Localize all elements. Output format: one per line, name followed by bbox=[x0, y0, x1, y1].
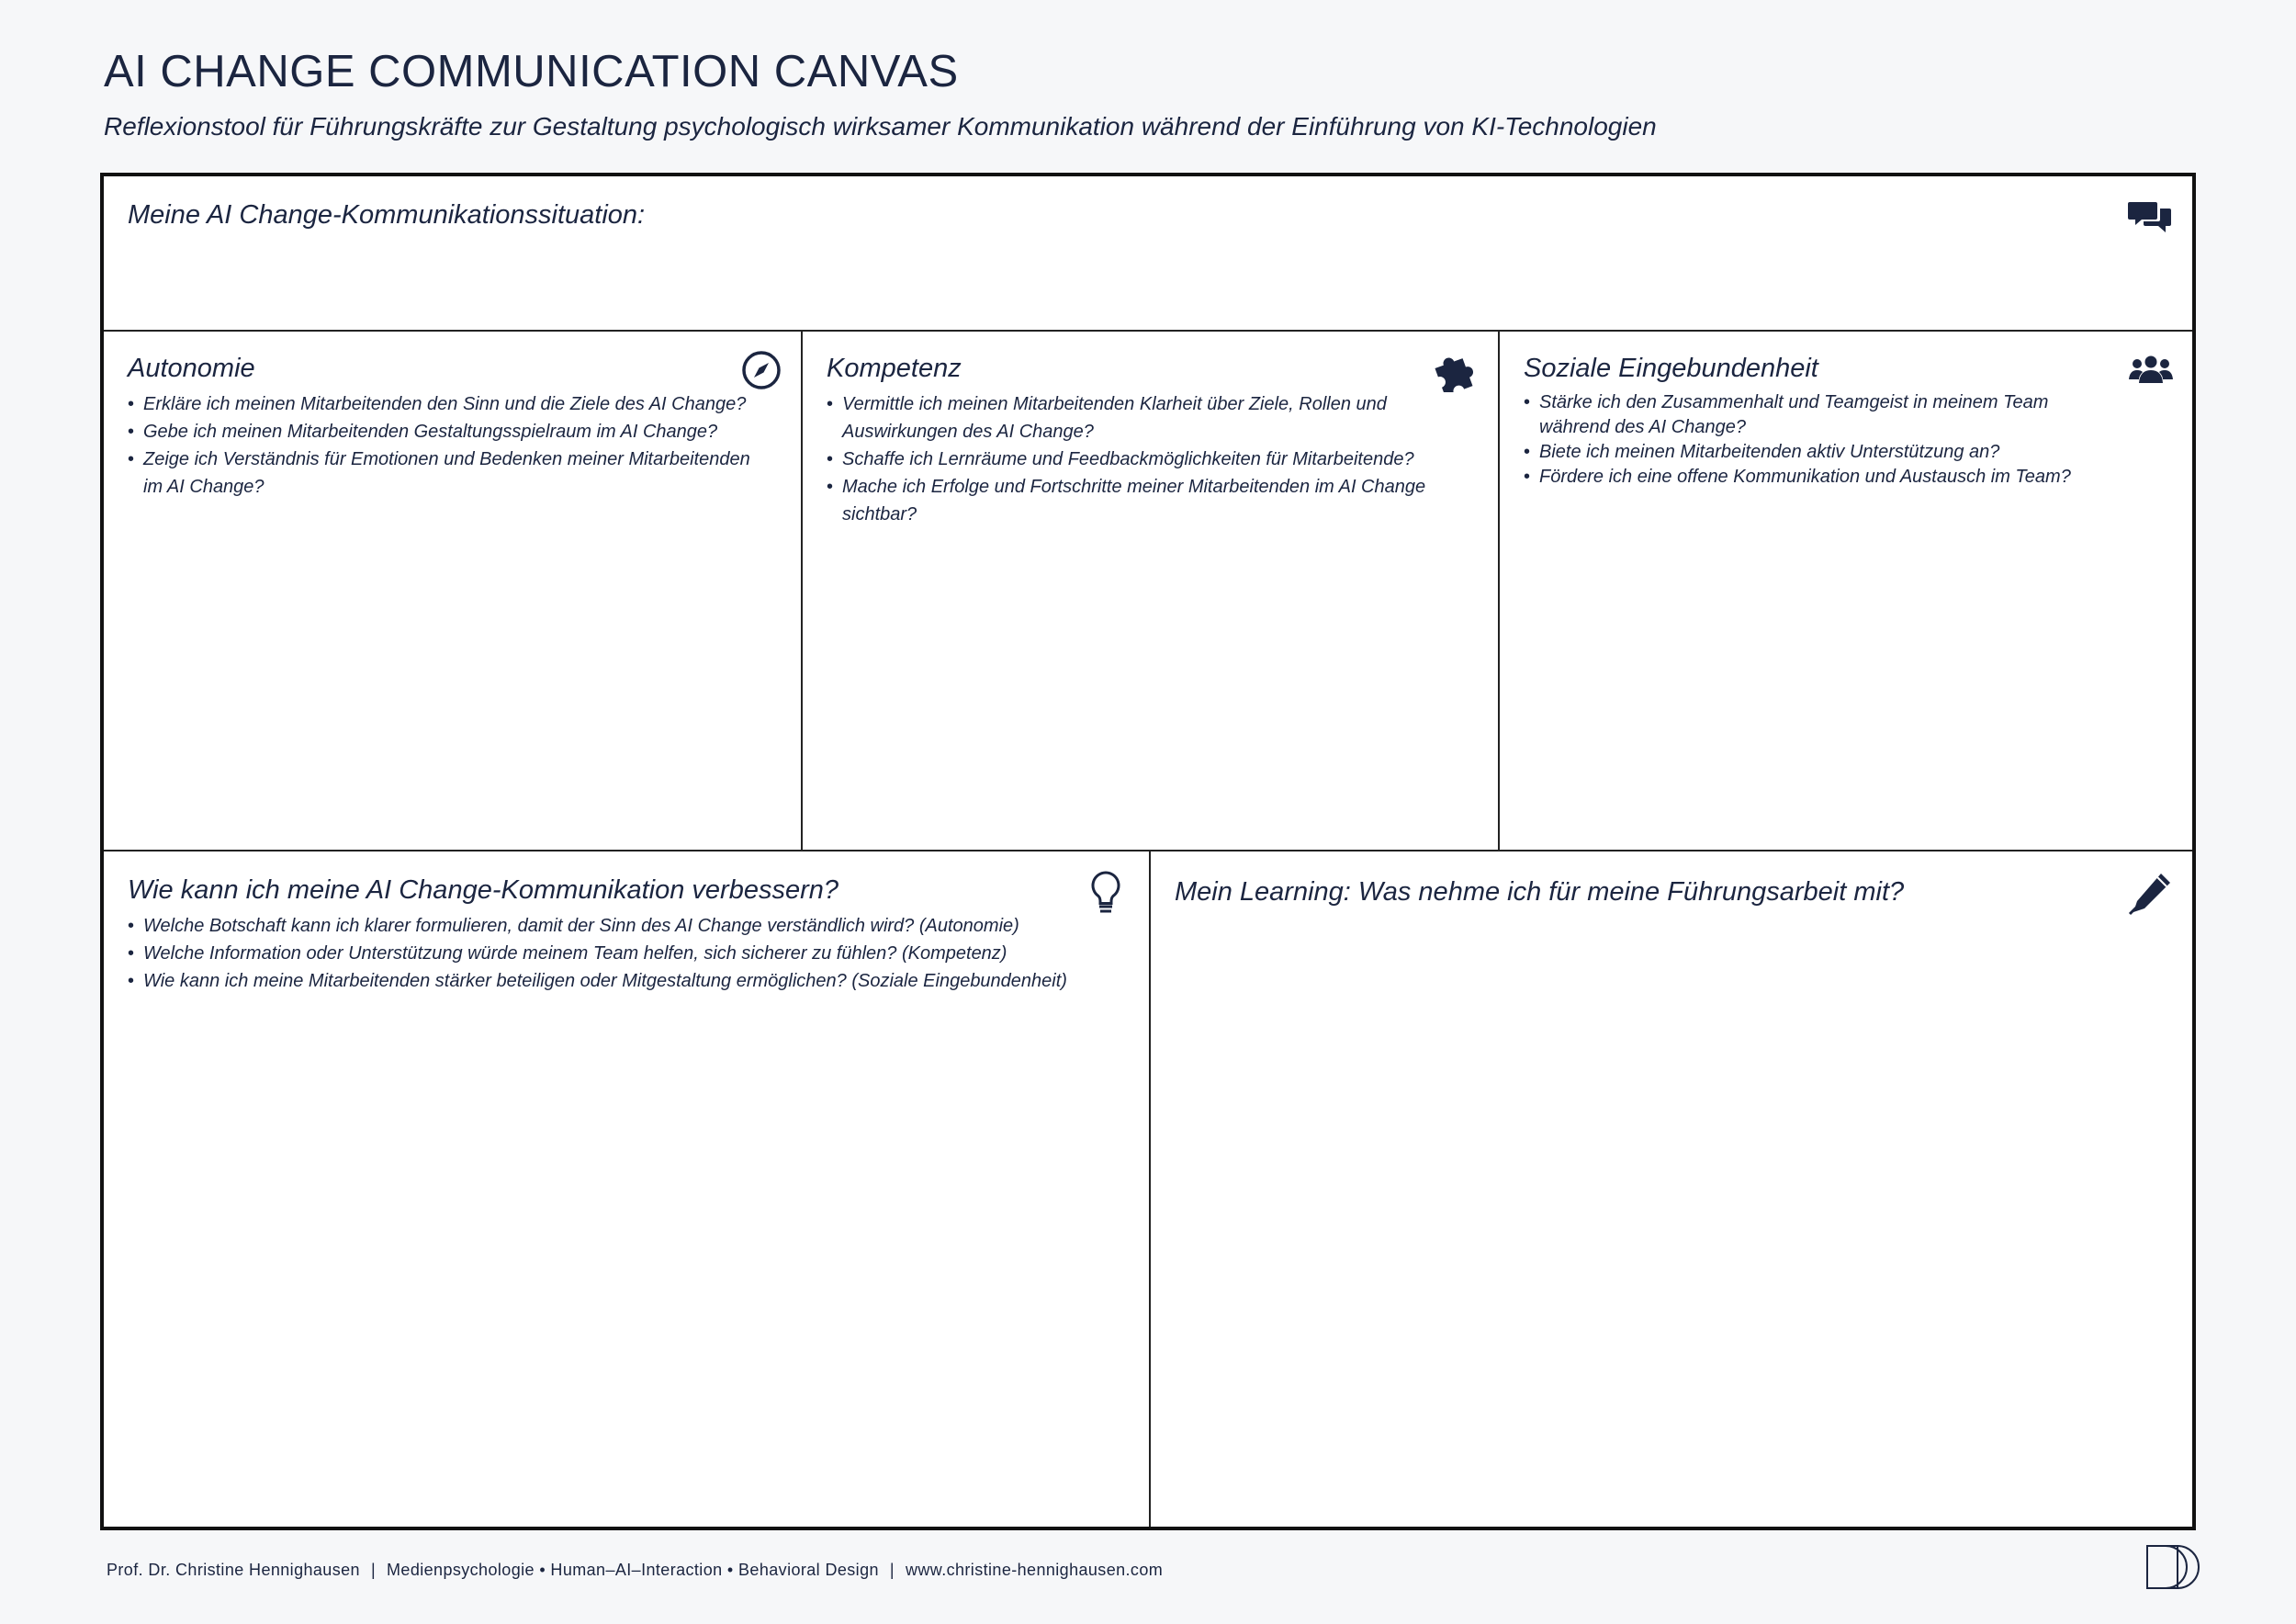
logo-icon bbox=[2145, 1543, 2200, 1591]
situation-section[interactable] bbox=[104, 176, 2192, 330]
footer-fields: Medienpsychologie • Human–AI–Interaction • Behavioral Design bbox=[387, 1561, 879, 1579]
list-item: • Mache ich Erfolge und Fortschritte meiner Mitarbeitenden im AI Change sichtbar? bbox=[827, 473, 1451, 528]
footer-website-link[interactable]: www.christine-hennighausen.com bbox=[906, 1561, 1164, 1579]
list-item: • Fördere ich eine offene Kommunikation und Austausch im Team? bbox=[1524, 465, 2111, 490]
list-item: • Gebe ich meinen Mitarbeitenden Gestaltungsspielraum im AI Change? bbox=[128, 418, 771, 445]
list-item: • Zeige ich Verständnis für Emotionen und Bedenken meiner Mitarbeitenden im AI Change? bbox=[128, 445, 771, 501]
soziale-title: Soziale Eingebundenheit bbox=[1524, 354, 1818, 383]
footer-author: Prof. Dr. Christine Hennighausen bbox=[107, 1561, 360, 1579]
lightbulb-icon bbox=[1090, 870, 1121, 916]
footer bbox=[107, 1561, 1163, 1580]
puzzle-icon bbox=[1435, 346, 1480, 392]
list-item: • Welche Information oder Unterstützung würde meinem Team helfen, sich sicherer zu fühlen? (Kompetenz) bbox=[128, 940, 1120, 967]
autonomie-list bbox=[128, 390, 771, 501]
autonomie-section[interactable] bbox=[104, 332, 801, 850]
list-item: • Welche Botschaft kann ich klarer formulieren, damit der Sinn des AI Change verständlich wird? (Autonomie) bbox=[128, 912, 1120, 940]
list-item: • Vermittle ich meinen Mitarbeitenden Klarheit über Ziele, Rollen und Auswirkungen des AI Change? bbox=[827, 390, 1451, 445]
kompetenz-section[interactable] bbox=[803, 332, 1498, 850]
canvas-board bbox=[100, 173, 2196, 1530]
soziale-list bbox=[1524, 390, 2111, 490]
list-item: • Schaffe ich Lernräume und Feedbackmöglichkeiten für Mitarbeitende? bbox=[827, 445, 1451, 473]
list-item: • Biete ich meinen Mitarbeitenden aktiv Unterstützung an? bbox=[1524, 440, 2111, 465]
page-title: AI CHANGE COMMUNICATION CANVAS bbox=[104, 47, 959, 96]
learning-section[interactable] bbox=[1151, 851, 2192, 1527]
list-item: • Stärke ich den Zusammenhalt und Teamgeist in meinem Team während des AI Change? bbox=[1524, 390, 2111, 440]
verbessern-list bbox=[128, 912, 1120, 995]
soziale-section[interactable] bbox=[1500, 332, 2192, 850]
autonomie-title: Autonomie bbox=[128, 354, 255, 383]
pen-icon bbox=[2126, 870, 2174, 918]
verbessern-title: Wie kann ich meine AI Change-Kommunikation verbessern? bbox=[128, 875, 838, 905]
kompetenz-title: Kompetenz bbox=[827, 354, 962, 383]
list-item: • Wie kann ich meine Mitarbeitenden stärker beteiligen oder Mitgestaltung ermöglichen? (Soziale Eingebundenheit) bbox=[128, 967, 1120, 995]
footer-separator: | bbox=[370, 1561, 377, 1579]
page-subtitle: Reflexionstool für Führungskräfte zur Gestaltung psychologisch wirksamer Kommunikation während der Einführung von KI-Technologien bbox=[104, 112, 1657, 141]
kompetenz-list bbox=[827, 390, 1451, 528]
footer-separator: | bbox=[889, 1561, 895, 1579]
speech-bubbles-icon bbox=[2128, 200, 2172, 235]
compass-icon bbox=[741, 350, 782, 390]
users-icon bbox=[2128, 355, 2174, 385]
verbessern-section[interactable] bbox=[104, 851, 1149, 1527]
situation-title: Meine AI Change-Kommunikationssituation: bbox=[128, 200, 646, 230]
learning-title: Mein Learning: Was nehme ich für meine Führungsarbeit mit? bbox=[1175, 877, 1905, 907]
list-item: • Erkläre ich meinen Mitarbeitenden den Sinn und die Ziele des AI Change? bbox=[128, 390, 771, 418]
